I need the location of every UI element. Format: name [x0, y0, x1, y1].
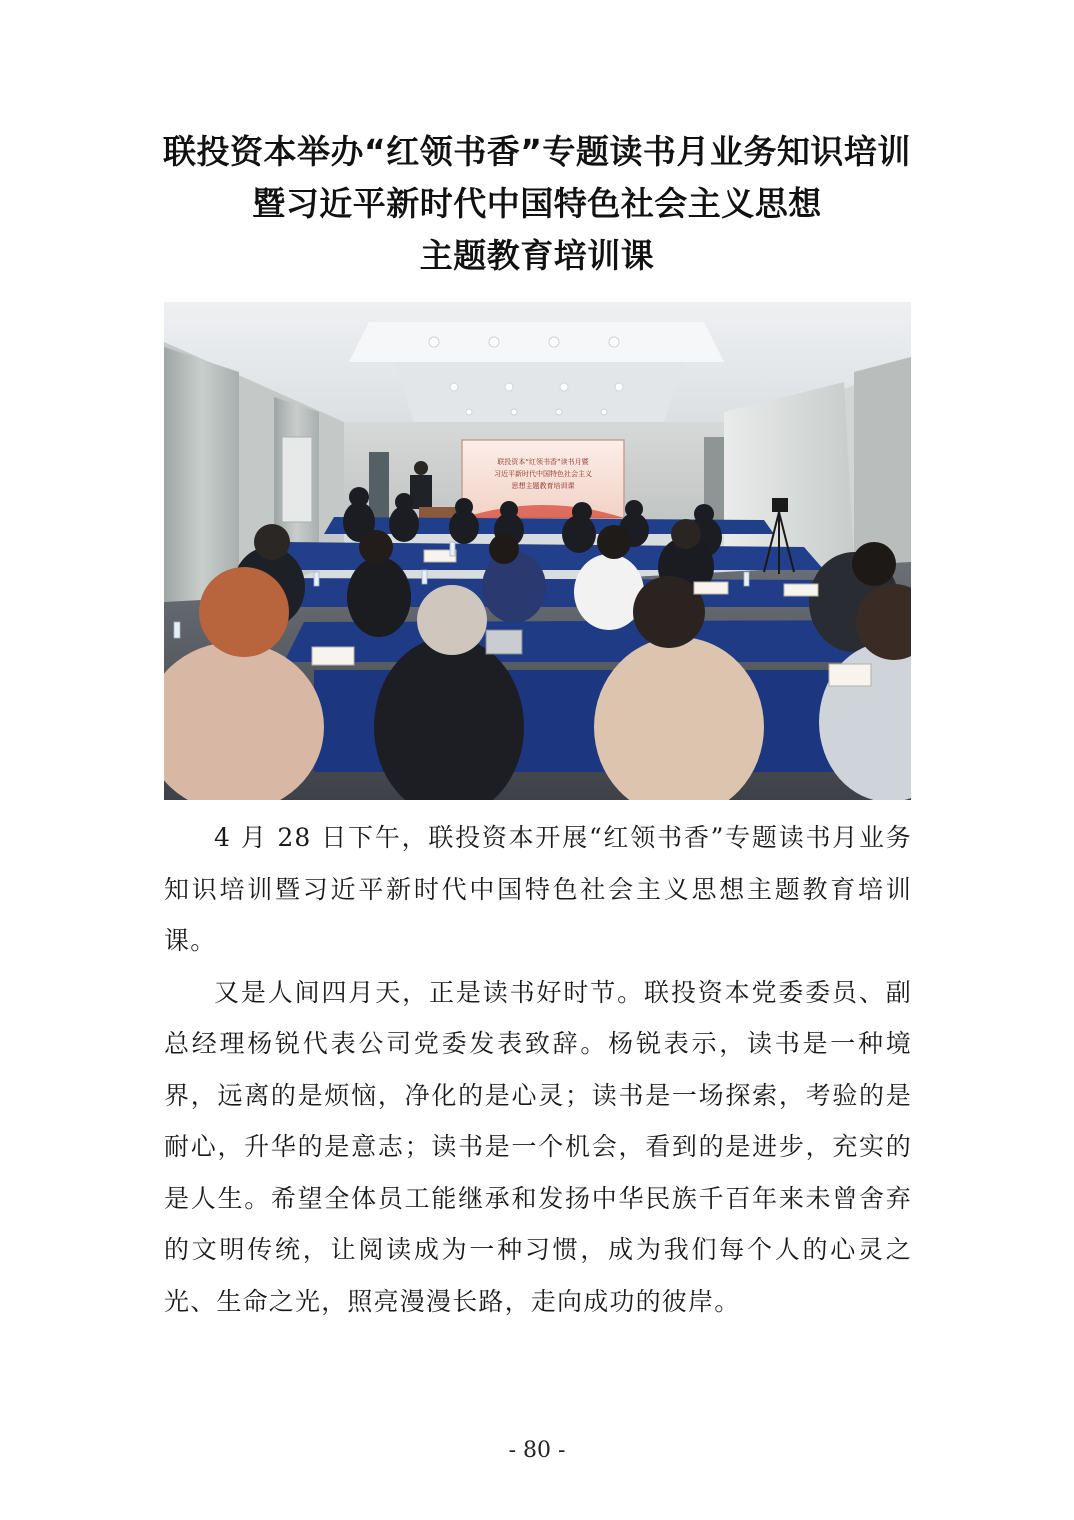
- document-title: [0, 126, 1074, 282]
- meeting-photo: [164, 302, 911, 800]
- title-line-3: 主题教育培训课: [419, 236, 655, 275]
- title-line-2: 暨习近平新时代中国特色社会主义思想: [252, 184, 822, 223]
- paragraph-2: 又是人间四月天，正是读书好时节。联投资本党委委员、副总经理杨锐代表公司党委发表致辞。杨锐表示，读书是一种境界，远离的是烦恼，净化的是心灵；读书是一场探索，考验的是耐心，升华的是意志；读书是一个机会，看到的是进步，充实的是人生。希望全体员工能继承和发扬中华民族千百年来未曾舍弃的文明传统，让阅读成为一种习惯，成为我们每个人的心灵之光、生命之光，照亮漫漫长路，走向成功的彼岸。: [164, 977, 912, 1316]
- paragraph-1: 4 月 28 日下午，联投资本开展“红领书香”专题读书月业务知识培训暨习近平新时代中国特色社会主义思想主题教育培训课。: [164, 823, 912, 955]
- screen-text-line-1: 联投资本“红领书香”读书月暨: [497, 458, 589, 466]
- screen-text-line-3: 思想主题教育培训课: [511, 482, 575, 490]
- title-line-1: 联投资本举办“红领书香”专题读书月业务知识培训: [163, 132, 911, 171]
- screen-text-line-2: 习近平新时代中国特色社会主义: [494, 470, 592, 478]
- article-body: [164, 812, 912, 1327]
- page-number: - 80 -: [508, 1438, 566, 1463]
